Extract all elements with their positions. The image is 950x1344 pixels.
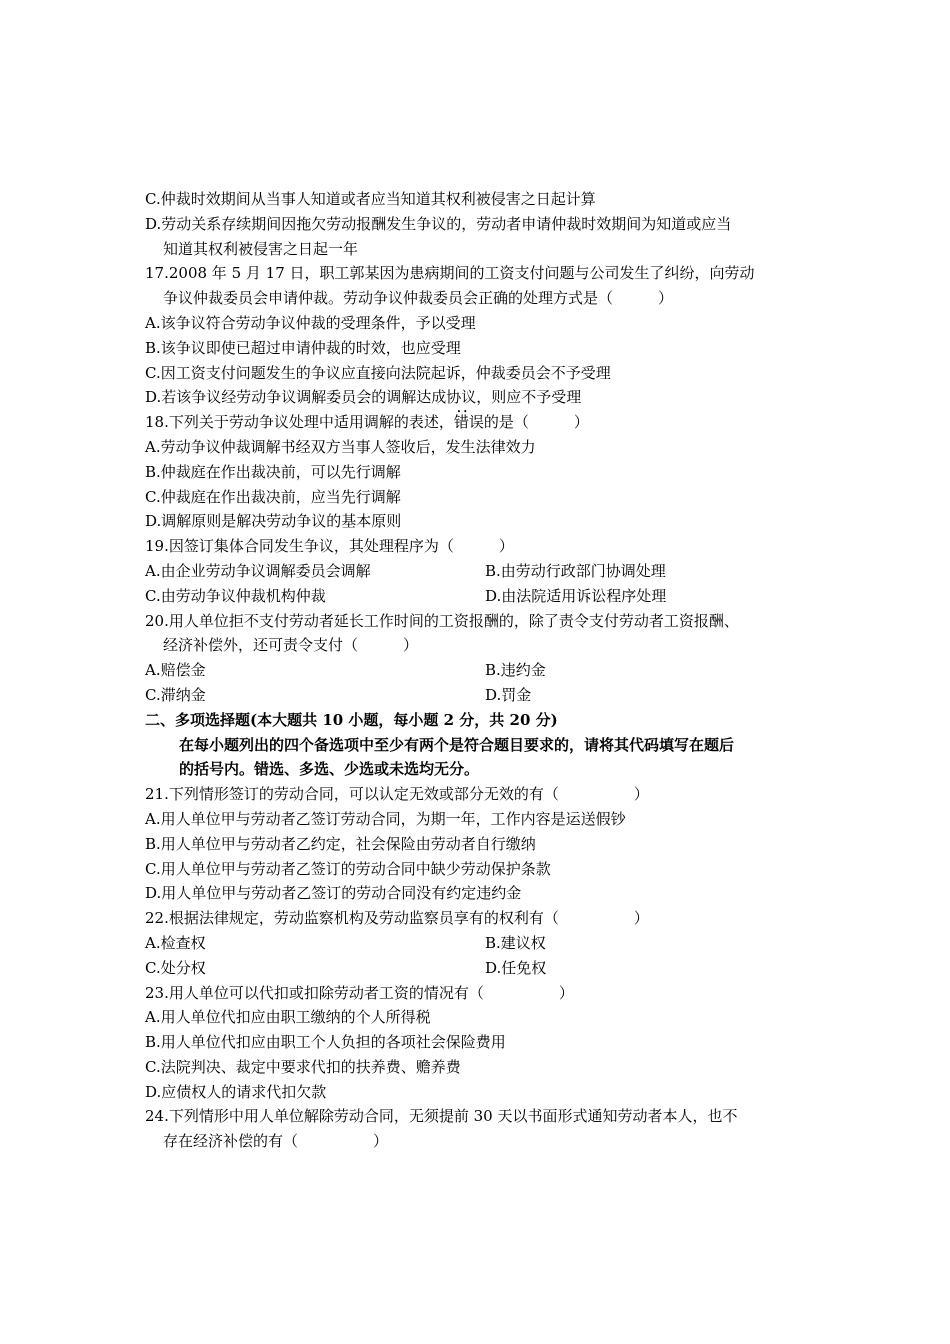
q17-option-c: C.因工资支付问题发生的争议应直接向法院起诉，仲裁委员会不予受理 <box>145 363 611 382</box>
q22-option-a: A.检查权 <box>145 933 206 952</box>
q20-option-a: A.赔偿金 <box>145 661 206 680</box>
q16-option-d-line2: 知道其权利被侵害之日起一年 <box>163 239 359 258</box>
q21-option-c: C.用人单位甲与劳动者乙签订的劳动合同中缺少劳动保护条款 <box>145 859 551 878</box>
q20-option-d: D.罚金 <box>485 685 532 704</box>
exam-page <box>145 187 815 1154</box>
q23-option-d: D.应债权人的请求代扣欠款 <box>145 1082 327 1101</box>
q19-option-c: C.由劳动争议仲裁机构仲裁 <box>145 586 326 605</box>
q21-stem: 21.下列情形签订的劳动合同，可以认定无效或部分无效的有（ ） <box>145 785 649 804</box>
q20-option-c: C.滞纳金 <box>145 685 206 704</box>
q21-option-b: B.用人单位甲与劳动者乙约定，社会保险由劳动者自行缴纳 <box>145 834 536 853</box>
q22-options-row1 <box>145 931 815 956</box>
q22-stem: 22.根据法律规定，劳动监察机构及劳动监察员享有的权利有（ ） <box>145 909 649 928</box>
q23-stem: 23.用人单位可以代扣或扣除劳动者工资的情况有（ ） <box>145 983 574 1002</box>
q20-stem-line2: 经济补偿外，还可责令支付（ ） <box>163 636 419 655</box>
q20-options-row1 <box>145 658 815 683</box>
q18-stem-pre: 18.下列关于劳动争议处理中适用调解的表述， <box>145 413 454 432</box>
q22-option-b: B.建议权 <box>485 933 546 952</box>
q18-option-a: A.劳动争议仲裁调解书经双方当事人签收后，发生法律效力 <box>145 437 536 456</box>
q19-stem: 19.因签订集体合同发生争议，其处理程序为（ ） <box>145 537 514 556</box>
q18-stem <box>145 410 815 435</box>
q18-option-d: D.调解原则是解决劳动争议的基本原则 <box>145 512 402 531</box>
q23-option-b: B.用人单位代扣应由职工个人负担的各项社会保险费用 <box>145 1033 506 1052</box>
q24-stem-line2: 存在经济补偿的有（ ） <box>163 1132 389 1151</box>
q22-options-row2 <box>145 956 815 981</box>
q19-options-row2 <box>145 584 815 609</box>
q21-option-d: D.用人单位甲与劳动者乙签订的劳动合同没有约定违约金 <box>145 884 522 903</box>
section2-instruction-line2: 的括号内。错选、多选、少选或未选均无分。 <box>179 760 480 779</box>
q19-options-row1 <box>145 559 815 584</box>
section2-instruction-line1: 在每小题列出的四个备选项中至少有两个是符合题目要求的，请将其代码填写在题后 <box>179 735 735 754</box>
q22-option-c: C.处分权 <box>145 958 206 977</box>
q17-option-a: A.该争议符合劳动争议仲裁的受理条件，予以受理 <box>145 313 476 332</box>
q20-option-b: B.违约金 <box>485 661 546 680</box>
q17-stem-line2: 争议仲裁委员会申请仲裁。劳动争议仲裁委员会正确的处理方式是（ ） <box>163 289 674 308</box>
section2-title: 二、多项选择题(本大题共 10 小题，每小题 2 分，共 20 分) <box>145 710 558 729</box>
q23-option-c: C.法院判决、裁定中要求代扣的扶养费、赡养费 <box>145 1057 461 1076</box>
q17-stem-line1: 17.2008 年 5 月 17 日，职工郭某因为患病期间的工资支付问题与公司发生了纠纷，向劳动 <box>145 264 755 283</box>
q20-stem-line1: 20.用人单位拒不支付劳动者延长工作时间的工资报酬的，除了责令支付劳动者工资报酬、 <box>145 611 739 630</box>
q18-option-c: C.仲裁庭在作出裁决前，应当先行调解 <box>145 487 401 506</box>
q21-option-a: A.用人单位甲与劳动者乙签订劳动合同，为期一年，工作内容是运送假钞 <box>145 809 626 828</box>
q17-option-d: D.若该争议经劳动争议调解委员会的调解达成协议，则应不予受理 <box>145 388 582 407</box>
q22-option-d: D.任免权 <box>485 958 547 977</box>
q24-stem-line1: 24.下列情形中用人单位解除劳动合同，无须提前 30 天以书面形式通知劳动者本人，也不 <box>145 1107 738 1126</box>
q16-option-d-line1: D.劳动关系存续期间因拖欠劳动报酬发生争议的，劳动者申请仲裁时效期间为知道或应当 <box>145 214 732 233</box>
q18-stem-post: 的是（ ） <box>483 413 589 432</box>
q19-option-d: D.由法院适用诉讼程序处理 <box>485 586 667 605</box>
q17-option-b: B.该争议即使已超过申请仲裁的时效，也应受理 <box>145 338 461 357</box>
q18-stem-emphasis: • • 错误 <box>454 413 484 431</box>
q18-option-b: B.仲裁庭在作出裁决前，可以先行调解 <box>145 462 401 481</box>
q16-option-c: C.仲裁时效期间从当事人知道或者应当知道其权利被侵害之日起计算 <box>145 190 596 208</box>
q20-options-row2 <box>145 683 815 708</box>
q19-option-b: B.由劳动行政部门协调处理 <box>485 561 666 580</box>
q19-option-a: A.由企业劳动争议调解委员会调解 <box>145 561 371 580</box>
q23-option-a: A.用人单位代扣应由职工缴纳的个人所得税 <box>145 1008 431 1027</box>
